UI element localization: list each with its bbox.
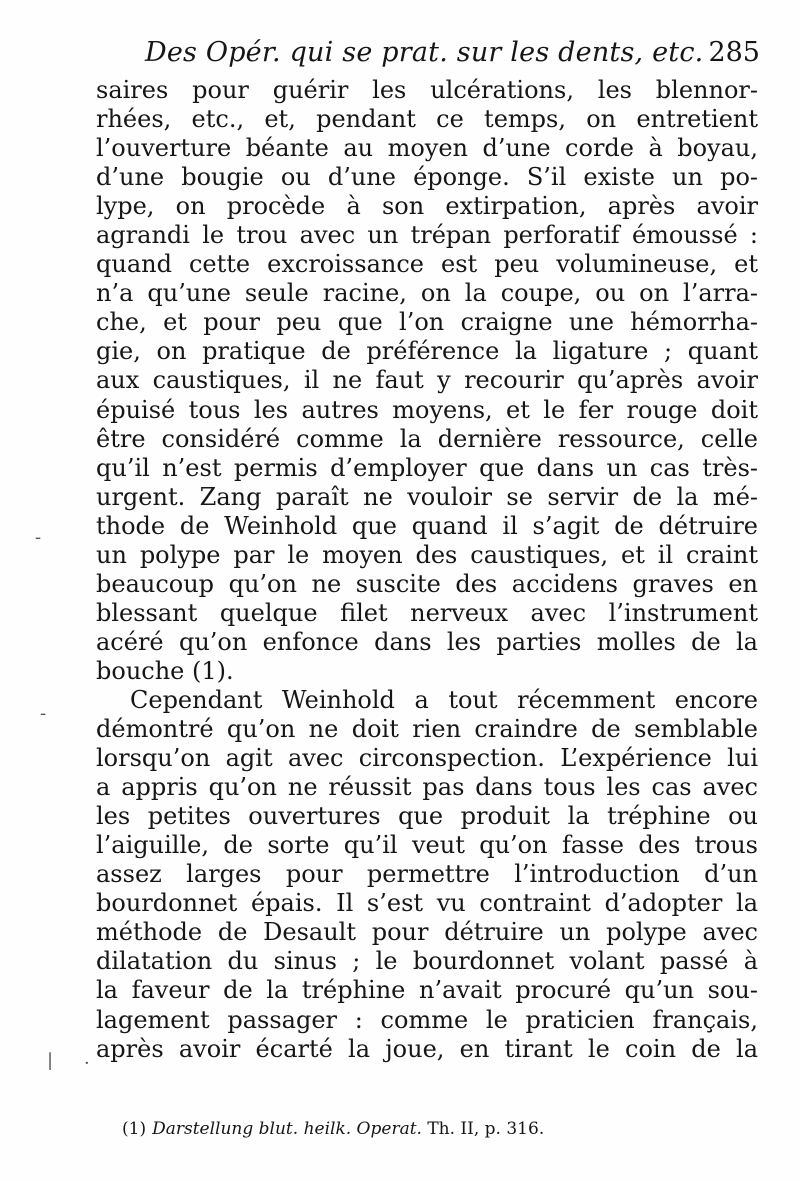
footnote (122, 1117, 758, 1141)
text-line: qu’il n’est permis d’employer que dans un cas très- (96, 453, 758, 482)
margin-dot-mark: · (84, 1053, 90, 1074)
text-line: être considéré comme la dernière ressource, celle (96, 424, 758, 453)
text-line: lagement passager : comme le praticien français, (96, 1005, 758, 1034)
margin-tick-mark: | (47, 1050, 54, 1071)
text-line: saires pour guérir les ulcérations, les blennor- (96, 76, 758, 104)
text-line: lorsqu’on agit avec circonspection. L’expérience lui (96, 744, 758, 773)
text-line: les petites ouvertures que produit la tréphine ou (96, 802, 758, 831)
text-line: rhées, etc., et, pendant ce temps, on entretient (96, 105, 758, 134)
running-head: Des Opér. qui se prat. sur les dents, etc. (145, 37, 704, 68)
footnote-reference: Th. II, p. 316. (421, 1119, 545, 1139)
text-line: urgent. Zang paraît ne vouloir se servir de la mé- (96, 482, 758, 511)
text-line: beaucoup qu’on ne suscite des accidens graves en (96, 569, 758, 598)
page-header (145, 33, 760, 73)
text-line: agrandi le trou avec un trépan perforatif émoussé : (96, 221, 758, 250)
text-line: assez larges pour permettre l’introduction d’un (96, 860, 758, 889)
text-line: l’ouverture béante au moyen d’une corde à boyau, (96, 134, 758, 163)
text-line: un polype par le moyen des caustiques, et il craint (96, 540, 758, 569)
margin-dash-mark: - (35, 527, 42, 548)
margin-dash-mark: - (40, 703, 47, 724)
footnote-title: Darstellung blut. heilk. Operat. (152, 1119, 422, 1139)
text-line: la faveur de la tréphine n’avait procuré qu’un sou- (96, 976, 758, 1005)
text-line: après avoir écarté la joue, en tirant le coin de la (96, 1034, 758, 1063)
text-line: l’aiguille, de sorte qu’il veut qu’on fasse des trous (96, 831, 758, 860)
text-line: che, et pour peu que l’on craigne une hémorrha- (96, 308, 758, 337)
text-line: lype, on procède à son extirpation, après avoir (96, 192, 758, 221)
text-line: aux caustiques, il ne faut y recourir qu’après avoir (96, 366, 758, 395)
paragraph-first-line: Cependant Weinhold a tout récemment encore (130, 685, 758, 714)
text-line: bouche (1). (96, 656, 234, 685)
text-line: n’a qu’une seule racine, on la coupe, ou on l’arra- (96, 279, 758, 308)
page-number: 285 (708, 37, 760, 68)
text-line: dilatation du sinus ; le bourdonnet volant passé à (96, 947, 758, 976)
text-line: acéré qu’on enfonce dans les parties molles de la (96, 627, 758, 656)
text-line: épuisé tous les autres moyens, et le fer rouge doit (96, 395, 758, 424)
body-text (96, 76, 758, 1064)
text-line: a appris qu’on ne réussit pas dans tous les cas avec (96, 773, 758, 802)
text-line: bourdonnet épais. Il s’est vu contraint d’adopter la (96, 889, 758, 918)
text-line: thode de Weinhold que quand il s’agit de détruire (96, 511, 758, 540)
text-line: blessant quelque filet nerveux avec l’instrument (96, 598, 758, 627)
text-line: quand cette excroissance est peu volumineuse, et (96, 250, 758, 279)
text-line: gie, on pratique de préférence la ligature ; quant (96, 337, 758, 366)
text-line: méthode de Desault pour détruire un polype avec (96, 918, 758, 947)
footnote-mark: (1) (122, 1119, 147, 1139)
text-line: d’une bougie ou d’une éponge. S’il existe un po- (96, 163, 758, 192)
text-line: démontré qu’on ne doit rien craindre de semblable (96, 715, 758, 744)
